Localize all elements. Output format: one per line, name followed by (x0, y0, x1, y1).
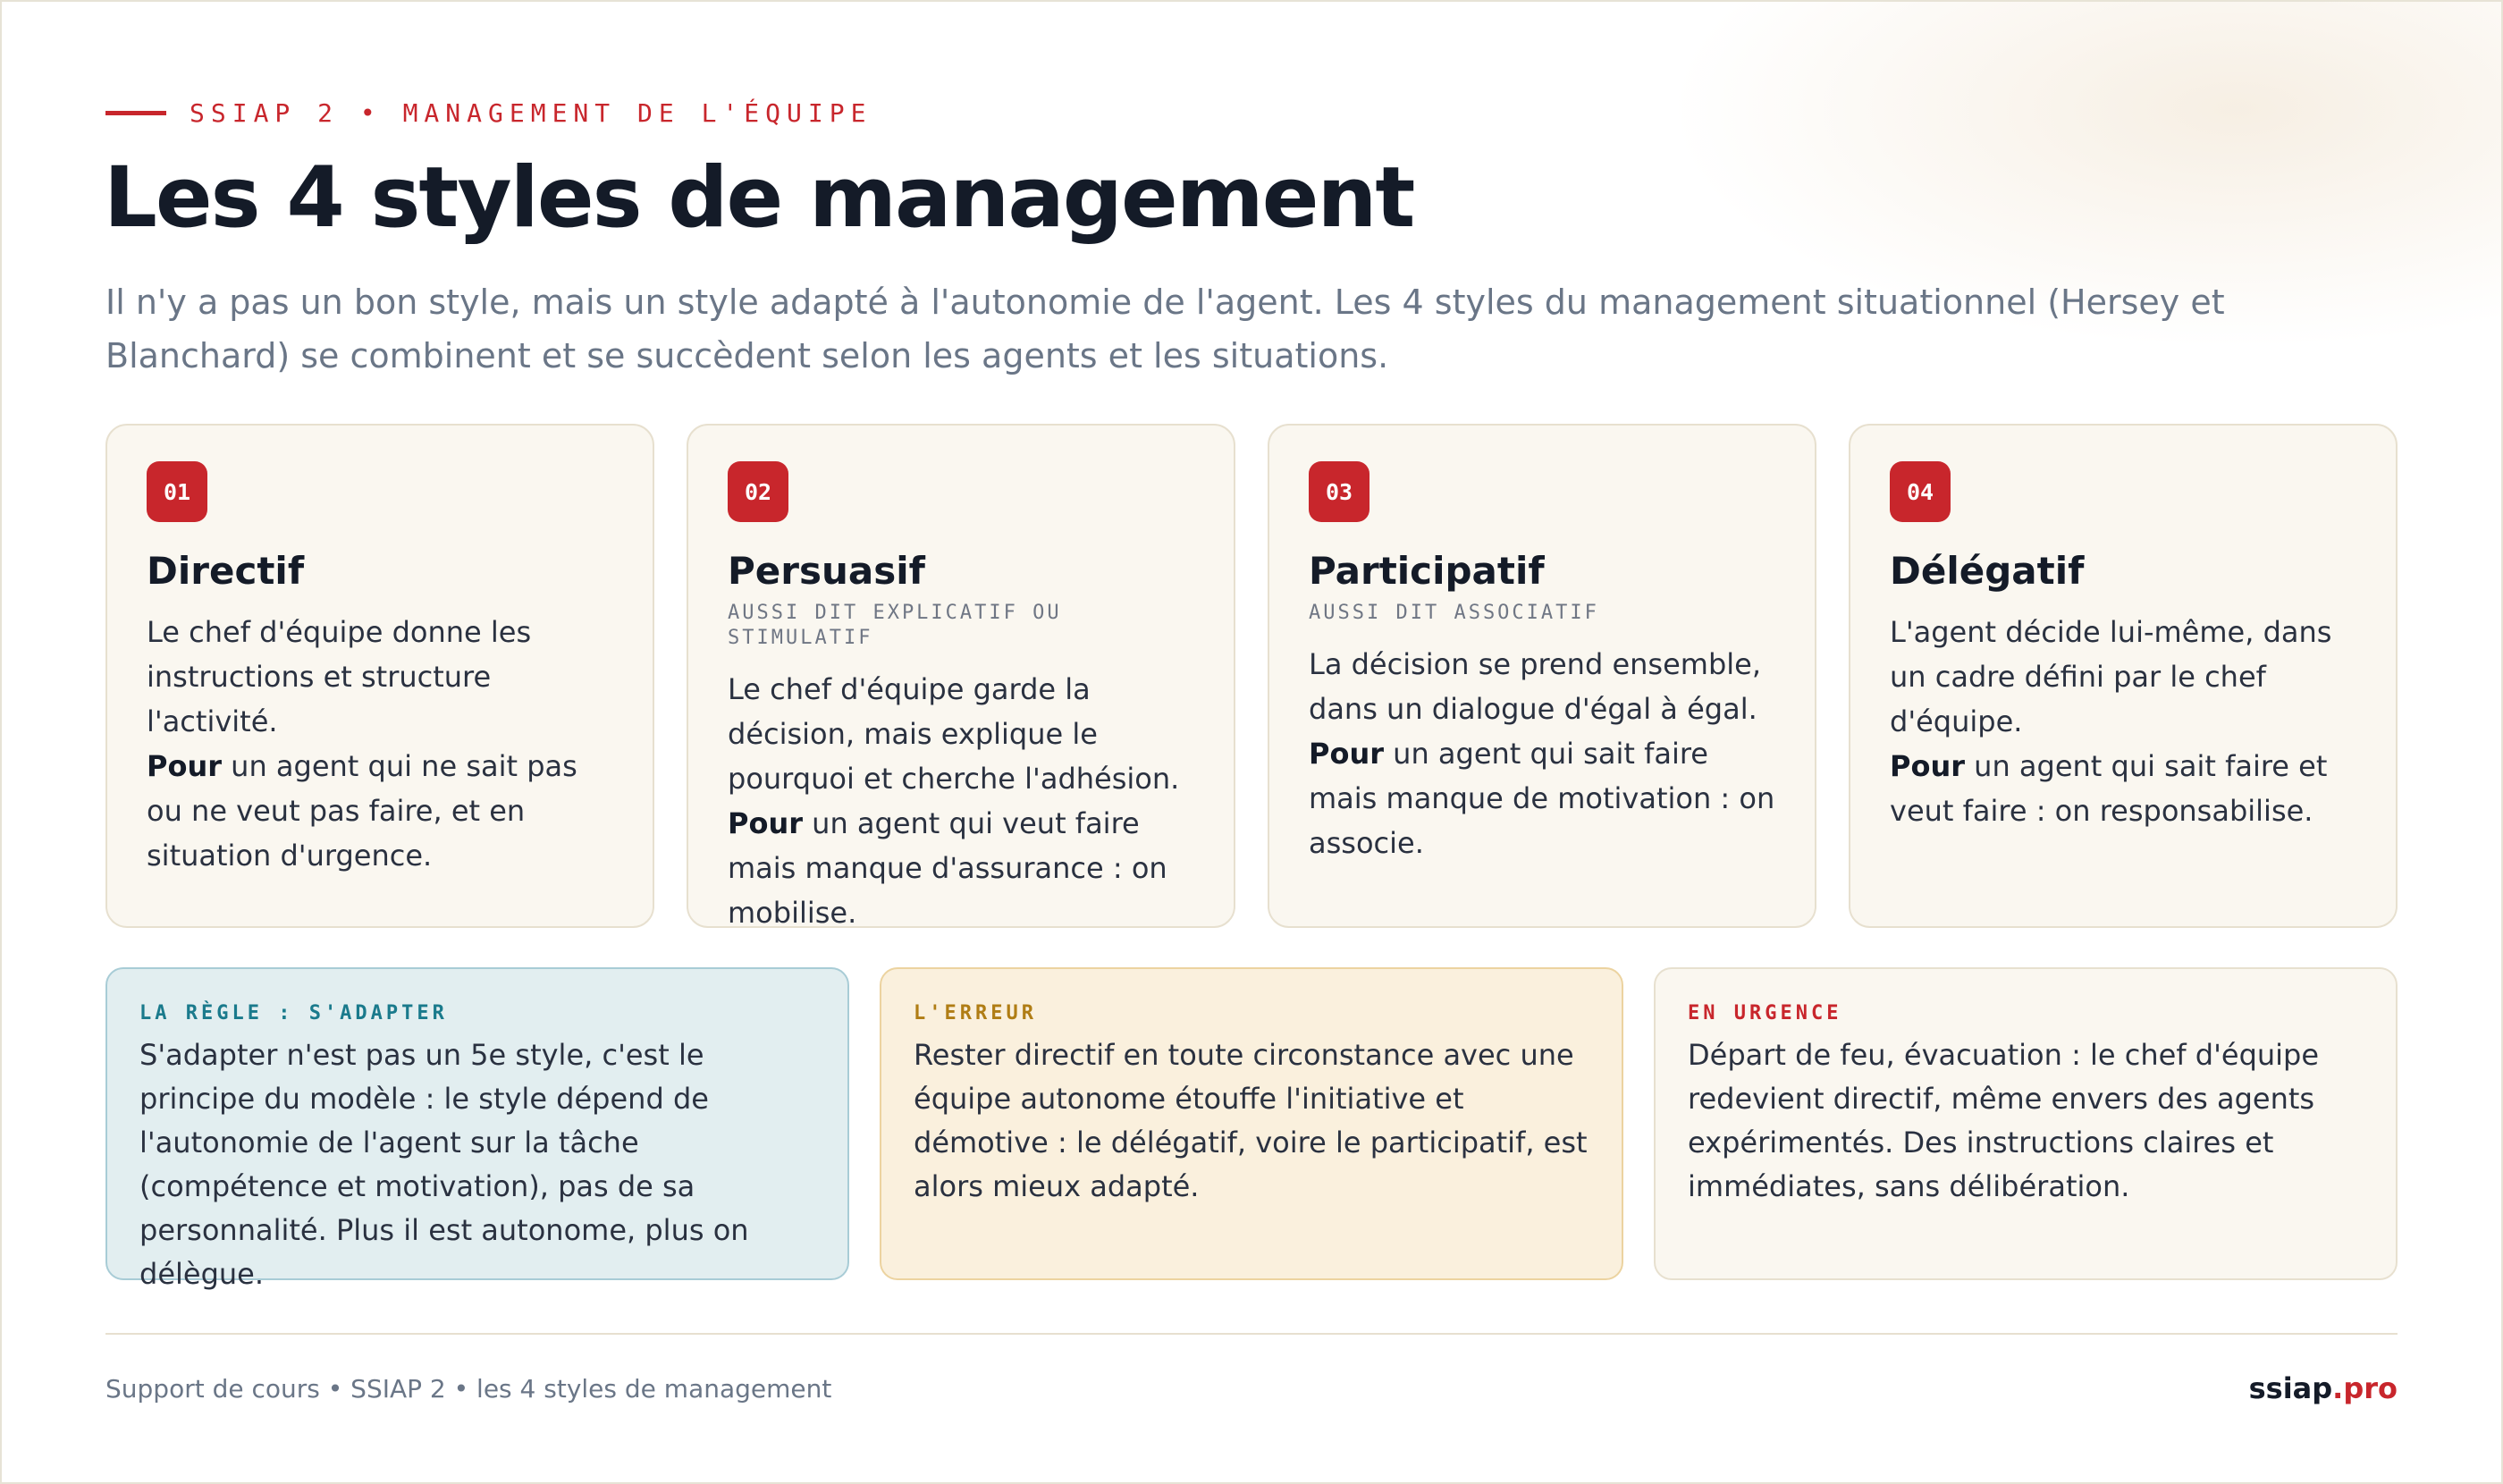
style-alias: AUSSI DIT EXPLICATIF OU STIMULATIF (728, 602, 1062, 650)
style-title: Directif (147, 549, 305, 593)
page-subtitle: Il n'y a pas un bon style, mais un style adapté à l'autonomie de l'agent. Les 4 styles du management situationnel (Hersey et Blanchard) se combinent et se succèdent selon les agents et les situations. (105, 282, 2225, 375)
styles-cards (105, 424, 2398, 931)
callout-label: EN URGENCE (1688, 1002, 1842, 1024)
style-title: Délégatif (1890, 549, 2085, 593)
style-card-persuasif (687, 424, 1235, 931)
style-intro: La décision se prend ensemble, dans un dialogue d'égal à égal. (1309, 647, 1761, 727)
callout-rule (105, 967, 849, 1291)
footer-caption: Support de cours • SSIAP 2 • les 4 styles de management (105, 1374, 832, 1404)
style-description (728, 667, 1194, 935)
brand-tld: .pro (2332, 1371, 2398, 1405)
brand-logo[interactable] (2249, 1370, 2398, 1407)
style-description (1890, 610, 2356, 833)
style-number-badge: 01 (147, 461, 207, 522)
style-alias: AUSSI DIT ASSOCIATIF (1309, 602, 1599, 625)
style-number-badge: 02 (728, 461, 788, 522)
style-card-directif (105, 424, 654, 928)
style-description (147, 610, 613, 878)
callout-label: LA RÈGLE : S'ADAPTER (139, 1002, 448, 1024)
style-pour-keyword: Pour (147, 749, 222, 784)
style-intro: Le chef d'équipe garde la décision, mais explique le pourquoi et cherche l'adhésion. (728, 672, 1180, 797)
footer-divider (105, 1333, 2398, 1335)
callout-boxes (105, 967, 2398, 1291)
style-intro: L'agent décide lui-même, dans un cadre défini par le chef d'équipe. (1890, 615, 2332, 739)
style-target: un agent qui sait faire et veut faire : on responsabilise. (1890, 749, 2328, 829)
style-intro: Le chef d'équipe donne les instructions et structure l'activité. (147, 615, 532, 739)
brand-name: ssiap (2248, 1371, 2333, 1405)
style-pour-keyword: Pour (1890, 749, 1965, 784)
style-card-participatif (1268, 424, 1816, 928)
callout-label: L'ERREUR (914, 1002, 1037, 1024)
style-target: un agent qui ne sait pas ou ne veut pas faire, et en situation d'urgence. (147, 749, 577, 873)
eyebrow-accent-line (105, 111, 166, 115)
style-description (1309, 642, 1775, 865)
callout-text: Rester directif en toute circonstance avec une équipe autonome étouffe l'initiative et démotive : le délégatif, voire le participatif, est alors mieux adapté. (914, 1038, 1588, 1203)
page-title: Les 4 styles de management (104, 149, 1414, 247)
eyebrow (105, 95, 872, 131)
callout-text: S'adapter n'est pas un 5e style, c'est le principe du modèle : le style dépend de l'autonomie de l'agent sur la tâche (compétence et motivation), pas de sa personnalité. Plus il est autonome, plus on délègue. (139, 1038, 749, 1291)
callout-error (880, 967, 1623, 1280)
style-card-delegatif (1849, 424, 2398, 928)
callout-text: Départ de feu, évacuation : le chef d'équipe redevient directif, même envers des agents expérimentés. Des instructions claires et immédiates, sans délibération. (1688, 1038, 2320, 1203)
style-pour-keyword: Pour (1309, 737, 1384, 772)
style-pour-keyword: Pour (728, 806, 803, 841)
style-title: Participatif (1309, 549, 1545, 593)
callout-urgency (1654, 967, 2398, 1280)
style-target: un agent qui sait faire mais manque de motivation : on associe. (1309, 737, 1775, 861)
style-title: Persuasif (728, 549, 925, 593)
style-number-badge: 03 (1309, 461, 1369, 522)
style-number-badge: 04 (1890, 461, 1951, 522)
style-target: un agent qui veut faire mais manque d'assurance : on mobilise. (728, 806, 1167, 931)
eyebrow-text: SSIAP 2 • MANAGEMENT DE L'ÉQUIPE (190, 97, 872, 128)
